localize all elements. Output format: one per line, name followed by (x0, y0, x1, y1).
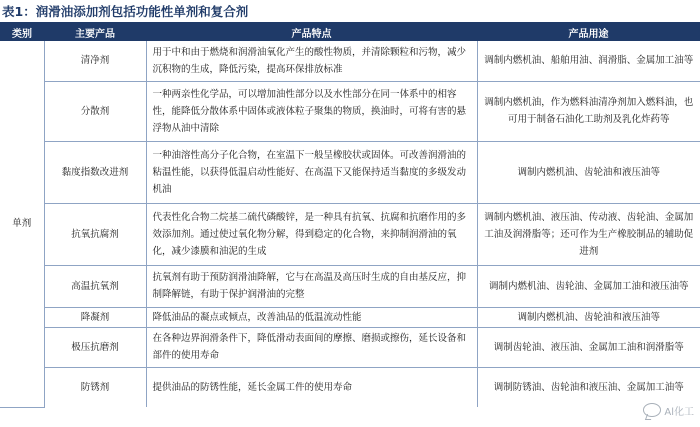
product-cell: 高温抗氧剂 (44, 265, 146, 307)
features-cell: 一种油溶性高分子化合物，在室温下一般呈橡胶状或固体。可改善润滑油的粘温性能，以获得低温启动性能好、在高温下又能保持适当黏度的多级发动机油 (146, 141, 477, 203)
watermark (643, 401, 694, 419)
product-cell: 分散剂 (44, 81, 146, 141)
uses-cell: 调制内燃机油、齿轮油、金属加工油和液压油等 (477, 265, 700, 307)
table-row (0, 141, 700, 203)
table-row (0, 367, 700, 407)
category-cell: 单剂 (0, 41, 44, 407)
wechat-icon (643, 403, 661, 417)
features-cell: 用于中和由于燃烧和润滑油氧化产生的酸性物质，并清除颗粒和污物，减少沉积物的生成，降低污染，提高环保排放标准 (146, 41, 477, 81)
features-cell: 在各种边界润滑条件下，降低滑动表面间的摩擦、磨损或擦伤，延长设备和部件的使用寿命 (146, 327, 477, 367)
table-row (0, 327, 700, 367)
uses-cell: 调制齿轮油、液压油、金属加工油和润滑脂等 (477, 327, 700, 367)
table-row (0, 41, 700, 81)
product-cell: 降凝剂 (44, 307, 146, 327)
uses-cell: 调制内燃机油、齿轮油和液压油等 (477, 307, 700, 327)
features-cell: 降低油品的凝点或倾点，改善油品的低温流动性能 (146, 307, 477, 327)
header-uses: 产品用途 (477, 24, 700, 41)
table-row (0, 307, 700, 327)
product-cell: 清净剂 (44, 41, 146, 81)
features-cell: 抗氧剂有助于预防润滑油降解，它与在高温及高压时生成的自由基反应，抑制降解链，有助于保护润滑油的完整 (146, 265, 477, 307)
uses-cell: 调制内燃机油、液压油、传动液、齿轮油、金属加工油及润滑脂等；还可作为生产橡胶制品的辅助促进剂 (477, 203, 700, 265)
header-features: 产品特点 (146, 24, 477, 41)
uses-cell: 调制内燃机油，作为燃料油清净剂加入燃料油，也可用于制备石油化工助剂及乳化炸药等 (477, 81, 700, 141)
table-row (0, 265, 700, 307)
product-cell: 黏度指数改进剂 (44, 141, 146, 203)
table-row (0, 81, 700, 141)
uses-cell: 调制内燃机油、齿轮油和液压油等 (477, 141, 700, 203)
header-row (0, 24, 700, 41)
features-cell: 代表性化合物二烷基二硫代磷酸锌，是一种具有抗氧、抗腐和抗磨作用的多效添加剂。通过使过氧化物分解，得到稳定的化合物，来抑制润滑油的氧化，减少漆膜和油泥的生成 (146, 203, 477, 265)
uses-cell: 调制防锈油、齿轮油和液压油、金属加工油等 (493, 381, 684, 393)
features-cell: 提供油品的防锈性能，延长金属工件的使用寿命 (146, 367, 477, 407)
product-cell: 极压抗磨剂 (44, 327, 146, 367)
additives-table (0, 24, 700, 408)
header-product: 主要产品 (44, 24, 146, 41)
header-category: 类别 (0, 24, 44, 41)
table-title: 表1：润滑油添加剂包括功能性单剂和复合剂 (2, 4, 249, 19)
features-cell: 一种两亲性化学品，可以增加油性部分以及水性部分在同一体系中的相容性，能降低分散体系中固体或液体粒子聚集的物质，换油时，可将有害的悬浮物从油中清除 (146, 81, 477, 141)
watermark-text: Al化工 (664, 406, 694, 418)
uses-cell: 调制内燃机油、船舶用油、润滑脂、金属加工油等 (477, 41, 700, 81)
table-row (0, 203, 700, 265)
product-cell: 抗氧抗腐剂 (44, 203, 146, 265)
product-cell: 防锈剂 (44, 367, 146, 407)
